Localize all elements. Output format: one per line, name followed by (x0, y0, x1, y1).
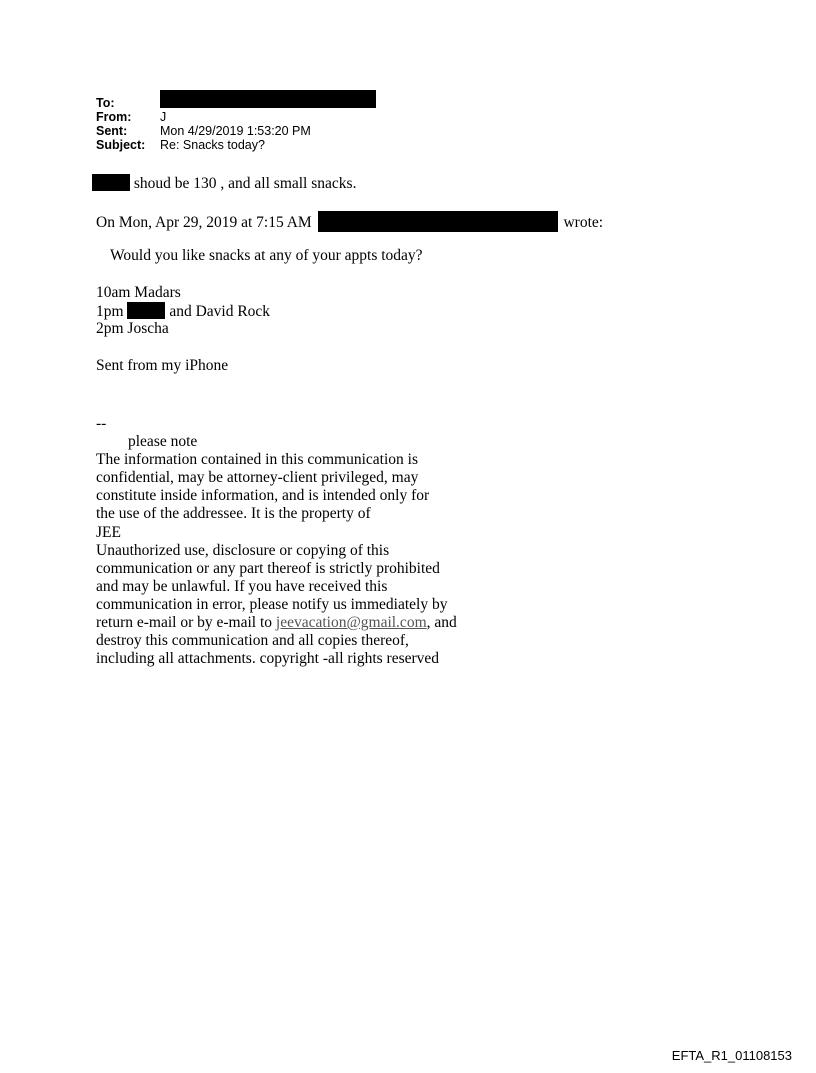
disclaimer-line: confidential, may be attorney-client privileged, may (96, 469, 419, 487)
reply-text: shoud be 130 , and all small snacks. (133, 175, 357, 192)
disclaimer (96, 415, 457, 668)
appointment-1: 10am Madars (96, 284, 181, 301)
disclaimer-line: and may be unlawful. If you have received this (96, 577, 388, 595)
appointment-3: 2pm Joscha (96, 320, 169, 337)
email-link[interactable]: jeevacation@gmail.com (275, 614, 427, 632)
appointment-2-time: 1pm (96, 303, 124, 320)
disclaimer-line: the use of the addressee. It is the property of (96, 505, 371, 523)
from-label: From: (96, 110, 132, 124)
sent-label: Sent: (96, 124, 128, 138)
from-value: J (160, 110, 167, 124)
sent-row (96, 124, 376, 138)
from-row (96, 110, 376, 124)
document-id: EFTA_R1_01108153 (671, 1048, 792, 1063)
redaction-block (127, 302, 165, 319)
disclaimer-line: communication or any part thereof is strictly prohibited (96, 559, 440, 577)
disclaimer-note: please note (128, 433, 198, 451)
disclaimer-line: destroy this communication and all copies thereof, (96, 632, 409, 650)
quoted-question: Would you like snacks at any of your appts today? (110, 247, 423, 264)
sent-value: Mon 4/29/2019 1:53:20 PM (160, 124, 311, 138)
to-row (96, 96, 376, 110)
appointment-2 (96, 302, 270, 321)
disclaimer-text: return e-mail or by e-mail to (96, 614, 273, 632)
appointment-2-text: and David Rock (169, 303, 271, 320)
quote-attribution (96, 211, 603, 232)
disclaimer-line: including all attachments. copyright -all rights reserved (96, 650, 440, 668)
subject-value: Re: Snacks today? (160, 138, 265, 152)
mobile-signature: Sent from my iPhone (96, 357, 229, 374)
reply-line (92, 174, 356, 193)
disclaimer-line: Unauthorized use, disclosure or copying of this (96, 541, 390, 559)
disclaimer-line: The information contained in this communication is (96, 451, 418, 469)
email-header (96, 96, 376, 152)
disclaimer-text: , and (426, 614, 457, 632)
to-label: To: (96, 96, 115, 110)
disclaimer-dashes: -- (96, 415, 107, 432)
redaction-block (318, 211, 558, 232)
disclaimer-line: JEE (96, 523, 121, 541)
attribution-suffix: wrote: (563, 214, 604, 231)
redaction-block (92, 174, 130, 191)
disclaimer-line: communication in error, please notify us immediately by (96, 595, 448, 613)
disclaimer-line (96, 614, 457, 632)
disclaimer-line: constitute inside information, and is intended only for (96, 487, 430, 505)
redaction-block (160, 90, 376, 108)
attribution-prefix: On Mon, Apr 29, 2019 at 7:15 AM (96, 214, 312, 231)
subject-row (96, 138, 376, 152)
subject-label: Subject: (96, 138, 146, 152)
